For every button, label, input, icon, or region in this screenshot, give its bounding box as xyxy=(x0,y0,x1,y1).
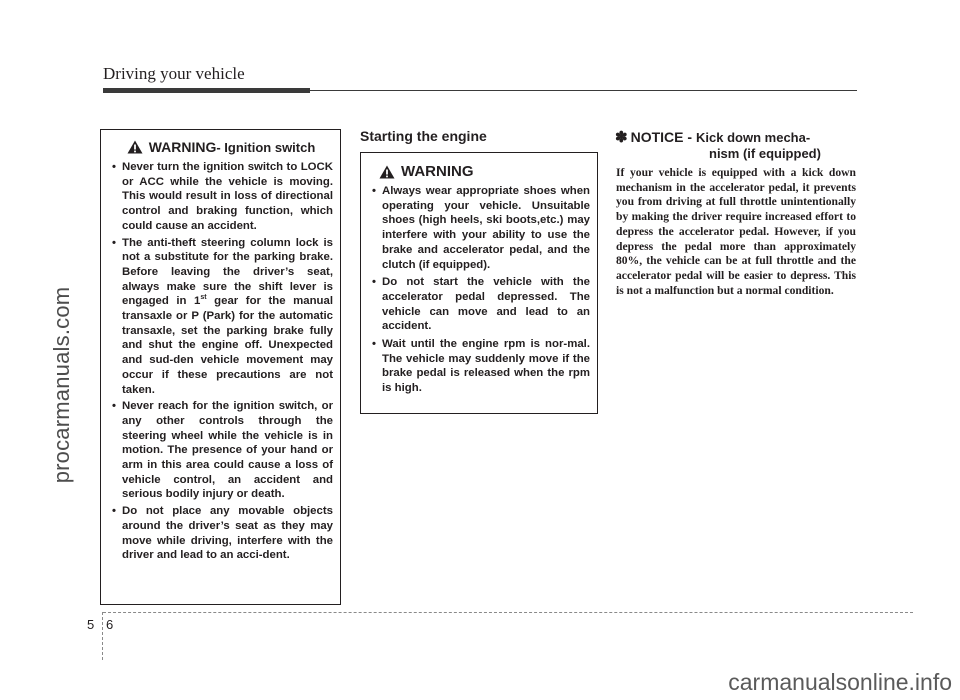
ordinal-suffix: st xyxy=(200,294,207,302)
warning-subject: - Ignition switch xyxy=(216,139,316,155)
watermark-bottom: carmanualsonline.info xyxy=(728,669,952,695)
section-title: Starting the engine xyxy=(360,128,487,144)
warning-item-text-cont: gear for the manual transaxle or P (Park) for the automatic transaxle, set the parking brake fully and shut the engine off. Unexpected and sud-den vehicle movement may occur if these precautions are not taken. xyxy=(122,295,334,396)
page-number: 6 xyxy=(106,617,114,632)
notice-label: NOTICE - xyxy=(630,129,693,145)
warning-triangle-icon xyxy=(379,165,395,179)
watermark-side: procarmanuals.com xyxy=(49,286,74,484)
footer-divider xyxy=(102,612,103,660)
header-rule-thin xyxy=(310,90,857,91)
warning-label: WARNING xyxy=(401,163,474,180)
notice-star-icon: ✽ xyxy=(615,129,628,146)
warning-label: WARNING xyxy=(148,139,217,155)
notice-body: If your vehicle is equipped with a kick down mechanism in the accelerator pedal, it prevents you from driving at full throttle unintentionally by making the driver require increased effort to depress the accelerator pedal. However, if you depress the pedal more than approximately 80%, the vehicle can be at full throttle and the accelerator pedal will be easier to depress. This is not a malfunction but a normal condition. xyxy=(616,166,856,297)
warning-item: • Never reach for the ignition switch, or any other controls through the steering wheel while the vehicle is in motion. The presence of your hand or arm in this area could cause a loss of vehicle control, an accident and serious bodily injury or death. xyxy=(109,399,333,502)
warning-list xyxy=(109,160,333,563)
warning-item: • Always wear appropriate shoes when operating your vehicle. Unsuitable shoes (high heels, ski boots,etc.) may interfere with your ability to use the brake and accelerator pedal, and the clutch (if equipped). xyxy=(369,184,590,272)
warning-item: • Do not start the vehicle with the accelerator pedal depressed. The vehicle can move and lead to an accident. xyxy=(369,275,590,334)
warning-heading xyxy=(109,139,333,155)
header-rule-thick xyxy=(103,88,310,93)
warning-item-text: The anti-theft steering column lock is not a substitute for the parking brake. Before leaving the driver’s seat, always make sure the shift lever is engaged in 1 xyxy=(122,236,333,308)
footer-rule xyxy=(103,612,913,613)
warning-item: • Wait until the engine rpm is nor-mal. The vehicle may suddenly move if the brake pedal is released when the rpm is high. xyxy=(369,337,590,396)
chapter-number: 5 xyxy=(87,617,95,632)
page-header-title: Driving your vehicle xyxy=(103,64,245,83)
warning-box-starting-engine xyxy=(360,152,598,414)
warning-list xyxy=(369,184,590,396)
notice-subtitle: Kick down mecha- xyxy=(696,130,811,145)
warning-triangle-icon xyxy=(127,140,143,154)
warning-box-ignition-switch xyxy=(100,129,341,605)
warning-heading xyxy=(379,163,590,180)
warning-item xyxy=(109,236,333,398)
warning-item: • Never turn the ignition switch to LOCK or ACC while the vehicle is moving. This would result in loss of directional control and braking function, which could cause an accident. xyxy=(109,160,333,234)
notice-subtitle-cont: nism (if equipped) xyxy=(709,146,821,161)
notice-heading xyxy=(615,128,860,161)
warning-item: • Do not place any movable objects around the driver’s seat as they may move while driving, interfere with the driver and lead to an acci-dent. xyxy=(109,504,333,563)
